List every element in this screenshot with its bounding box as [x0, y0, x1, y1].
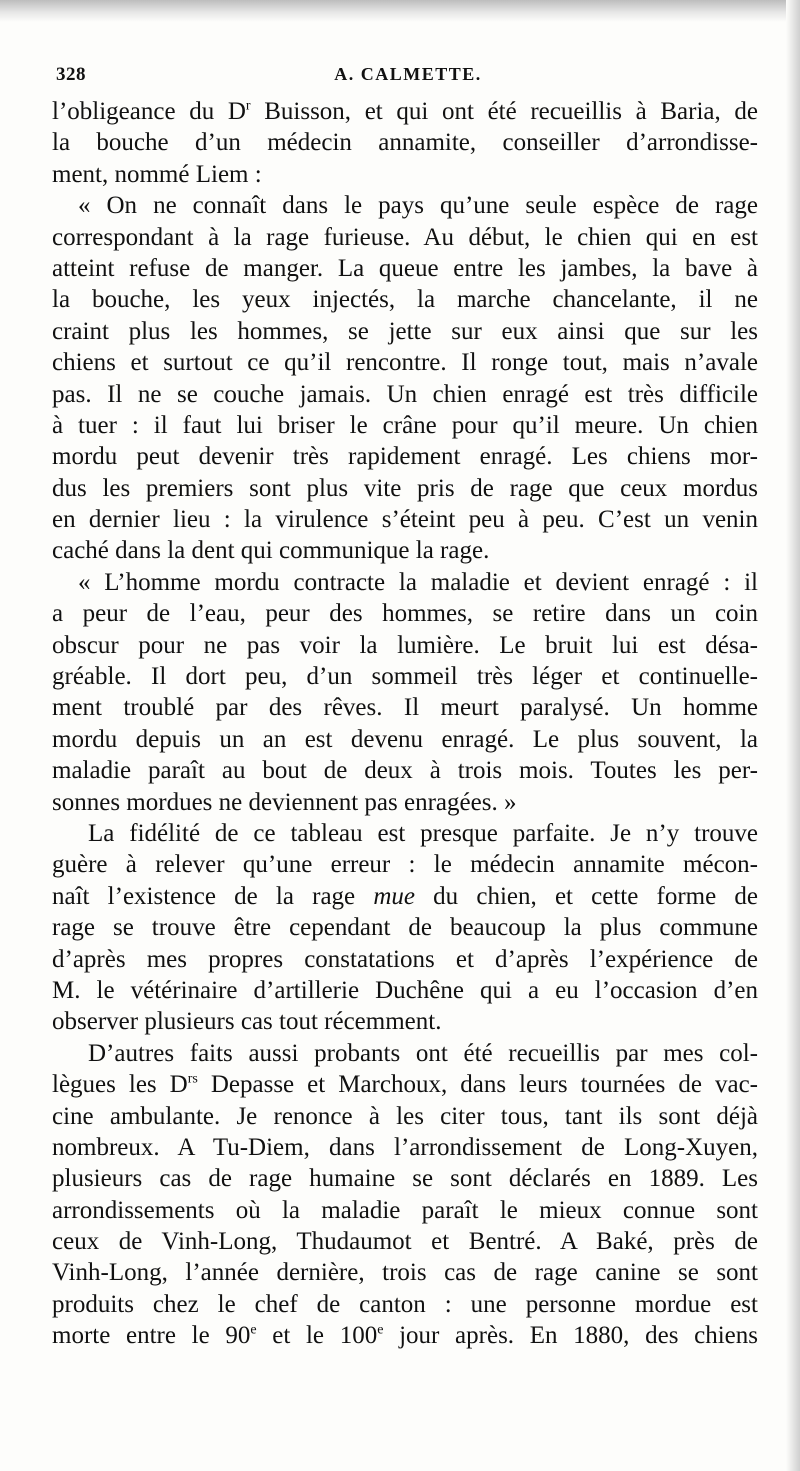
text-line: morte entre le 90e et le 100e jour après. En 1880, des chiens — [52, 1322, 758, 1350]
text-line: rage se trouve être cependant de beaucoup la plus commune — [52, 914, 758, 942]
text-line: « On ne connaît dans le pays qu’une seule espèce de rage — [78, 192, 758, 220]
text-line: l’obligeance du $D^r$ Buisson, et qui ont été recueillis à Baria, de — [52, 98, 759, 125]
scan-top-shadow — [0, 0, 800, 22]
text-line: lègues les $D^{rs}$ Depasse et Marchoux, dans leurs tournées de vac- — [52, 1071, 758, 1099]
text-line: gréable. Il dort peu, d’un sommeil très léger et continuelle- — [52, 663, 758, 691]
text-line: cine ambulante. Je renonce à les citer tous, tant ils sont déjà — [52, 1102, 758, 1130]
text-line: pas. Il ne se couche jamais. Un chien enragé est très difficile — [52, 380, 758, 408]
text-line: la bouche, les yeux injectés, la marche chancelante, il ne — [52, 286, 758, 314]
text-line: obscur pour ne pas voir la lumière. Le bruit lui est désa- — [52, 631, 758, 659]
text-line: dus les premiers sont plus vite pris de rage que ceux mordus — [52, 474, 758, 502]
text-line: « L’homme mordu contracte la maladie et devient enragé : il — [78, 568, 758, 596]
text-line: nombreux. A Tu-Diem, dans l’arrondissement de Long-Xuyen, — [52, 1133, 758, 1161]
text-line: craint plus les hommes, se jette sur eux ainsi que sur les — [52, 317, 758, 345]
text-line: produits chez le chef de canton : une personne mordue est — [52, 1290, 758, 1318]
text-line: D’autres faits aussi probants ont été recueillis par mes col- — [88, 1039, 758, 1067]
text-line: maladie paraît au bout de deux à trois mois. Toutes les per- — [52, 757, 758, 785]
text-line: caché dans la dent qui communique la rage. — [52, 537, 490, 565]
superscript: rs — [187, 1071, 198, 1087]
text-line: guère à relever qu’une erreur : le médecin annamite mécon- — [52, 851, 758, 879]
text-line: a peur de l’eau, peur des hommes, se retire dans un coin — [52, 600, 758, 628]
text-line: d’après mes propres constatations et d’après l’expérience de — [52, 945, 758, 973]
page-header — [56, 64, 760, 94]
body-text — [52, 96, 758, 1352]
text-line: à tuer : il faut lui briser le crâne pour qu’il meure. Un chien — [52, 411, 758, 439]
text-line: arrondissements où la maladie paraît le mieux connue sont — [52, 1196, 758, 1224]
text-line: ment troublé par des rêves. Il meurt paralysé. Un homme — [52, 694, 758, 722]
text-line: sonnes mordues ne deviennent pas enragées. » — [52, 788, 517, 816]
text-line: mordu depuis un an est devenu enragé. Le plus souvent, la — [52, 725, 758, 753]
text-line: Vinh-Long, l’année dernière, trois cas de rage canine se sont — [52, 1259, 758, 1287]
text-line: ment, nommé Liem : — [52, 160, 262, 188]
text-line: mordu peut devenir très rapidement enragé. Les chiens mor- — [52, 443, 758, 471]
text-line: La fidélité de ce tableau est presque parfaite. Je n’y trouve — [88, 819, 758, 847]
text-line: atteint refuse de manger. La queue entre les jambes, la bave à — [52, 254, 758, 282]
text-line: ceux de Vinh-Long, Thudaumot et Bentré. A Baké, près de — [52, 1228, 758, 1256]
superscript: e — [250, 1322, 257, 1338]
text-line: correspondant à la rage furieuse. Au début, le chien qui en est — [52, 223, 758, 251]
italic-term: mue — [373, 882, 415, 910]
text-line: observer plusieurs cas tout récemment. — [52, 1008, 442, 1036]
running-head: A. CALMETTE. — [334, 64, 482, 84]
text-line: naît l’existence de la rage mue du chien, et cette forme de — [52, 882, 758, 910]
page-number: 328 — [56, 64, 86, 85]
superscript: r — [245, 98, 251, 114]
text-line: chiens et surtout ce qu’il rencontre. Il ronge tout, mais n’avale — [52, 349, 758, 377]
text-line: la bouche d’un médecin annamite, conseiller d’arrondisse- — [52, 129, 758, 157]
text-line: en dernier lieu : la virulence s’éteint peu à peu. C’est un venin — [52, 506, 758, 534]
superscript: e — [377, 1322, 384, 1338]
text-line: plusieurs cas de rage humaine se sont déclarés en 1889. Les — [52, 1165, 758, 1193]
text-line: M. le vétérinaire d’artillerie Duchêne qui a eu l’occasion d’en — [52, 976, 758, 1004]
scan-right-shadow — [786, 0, 800, 1471]
